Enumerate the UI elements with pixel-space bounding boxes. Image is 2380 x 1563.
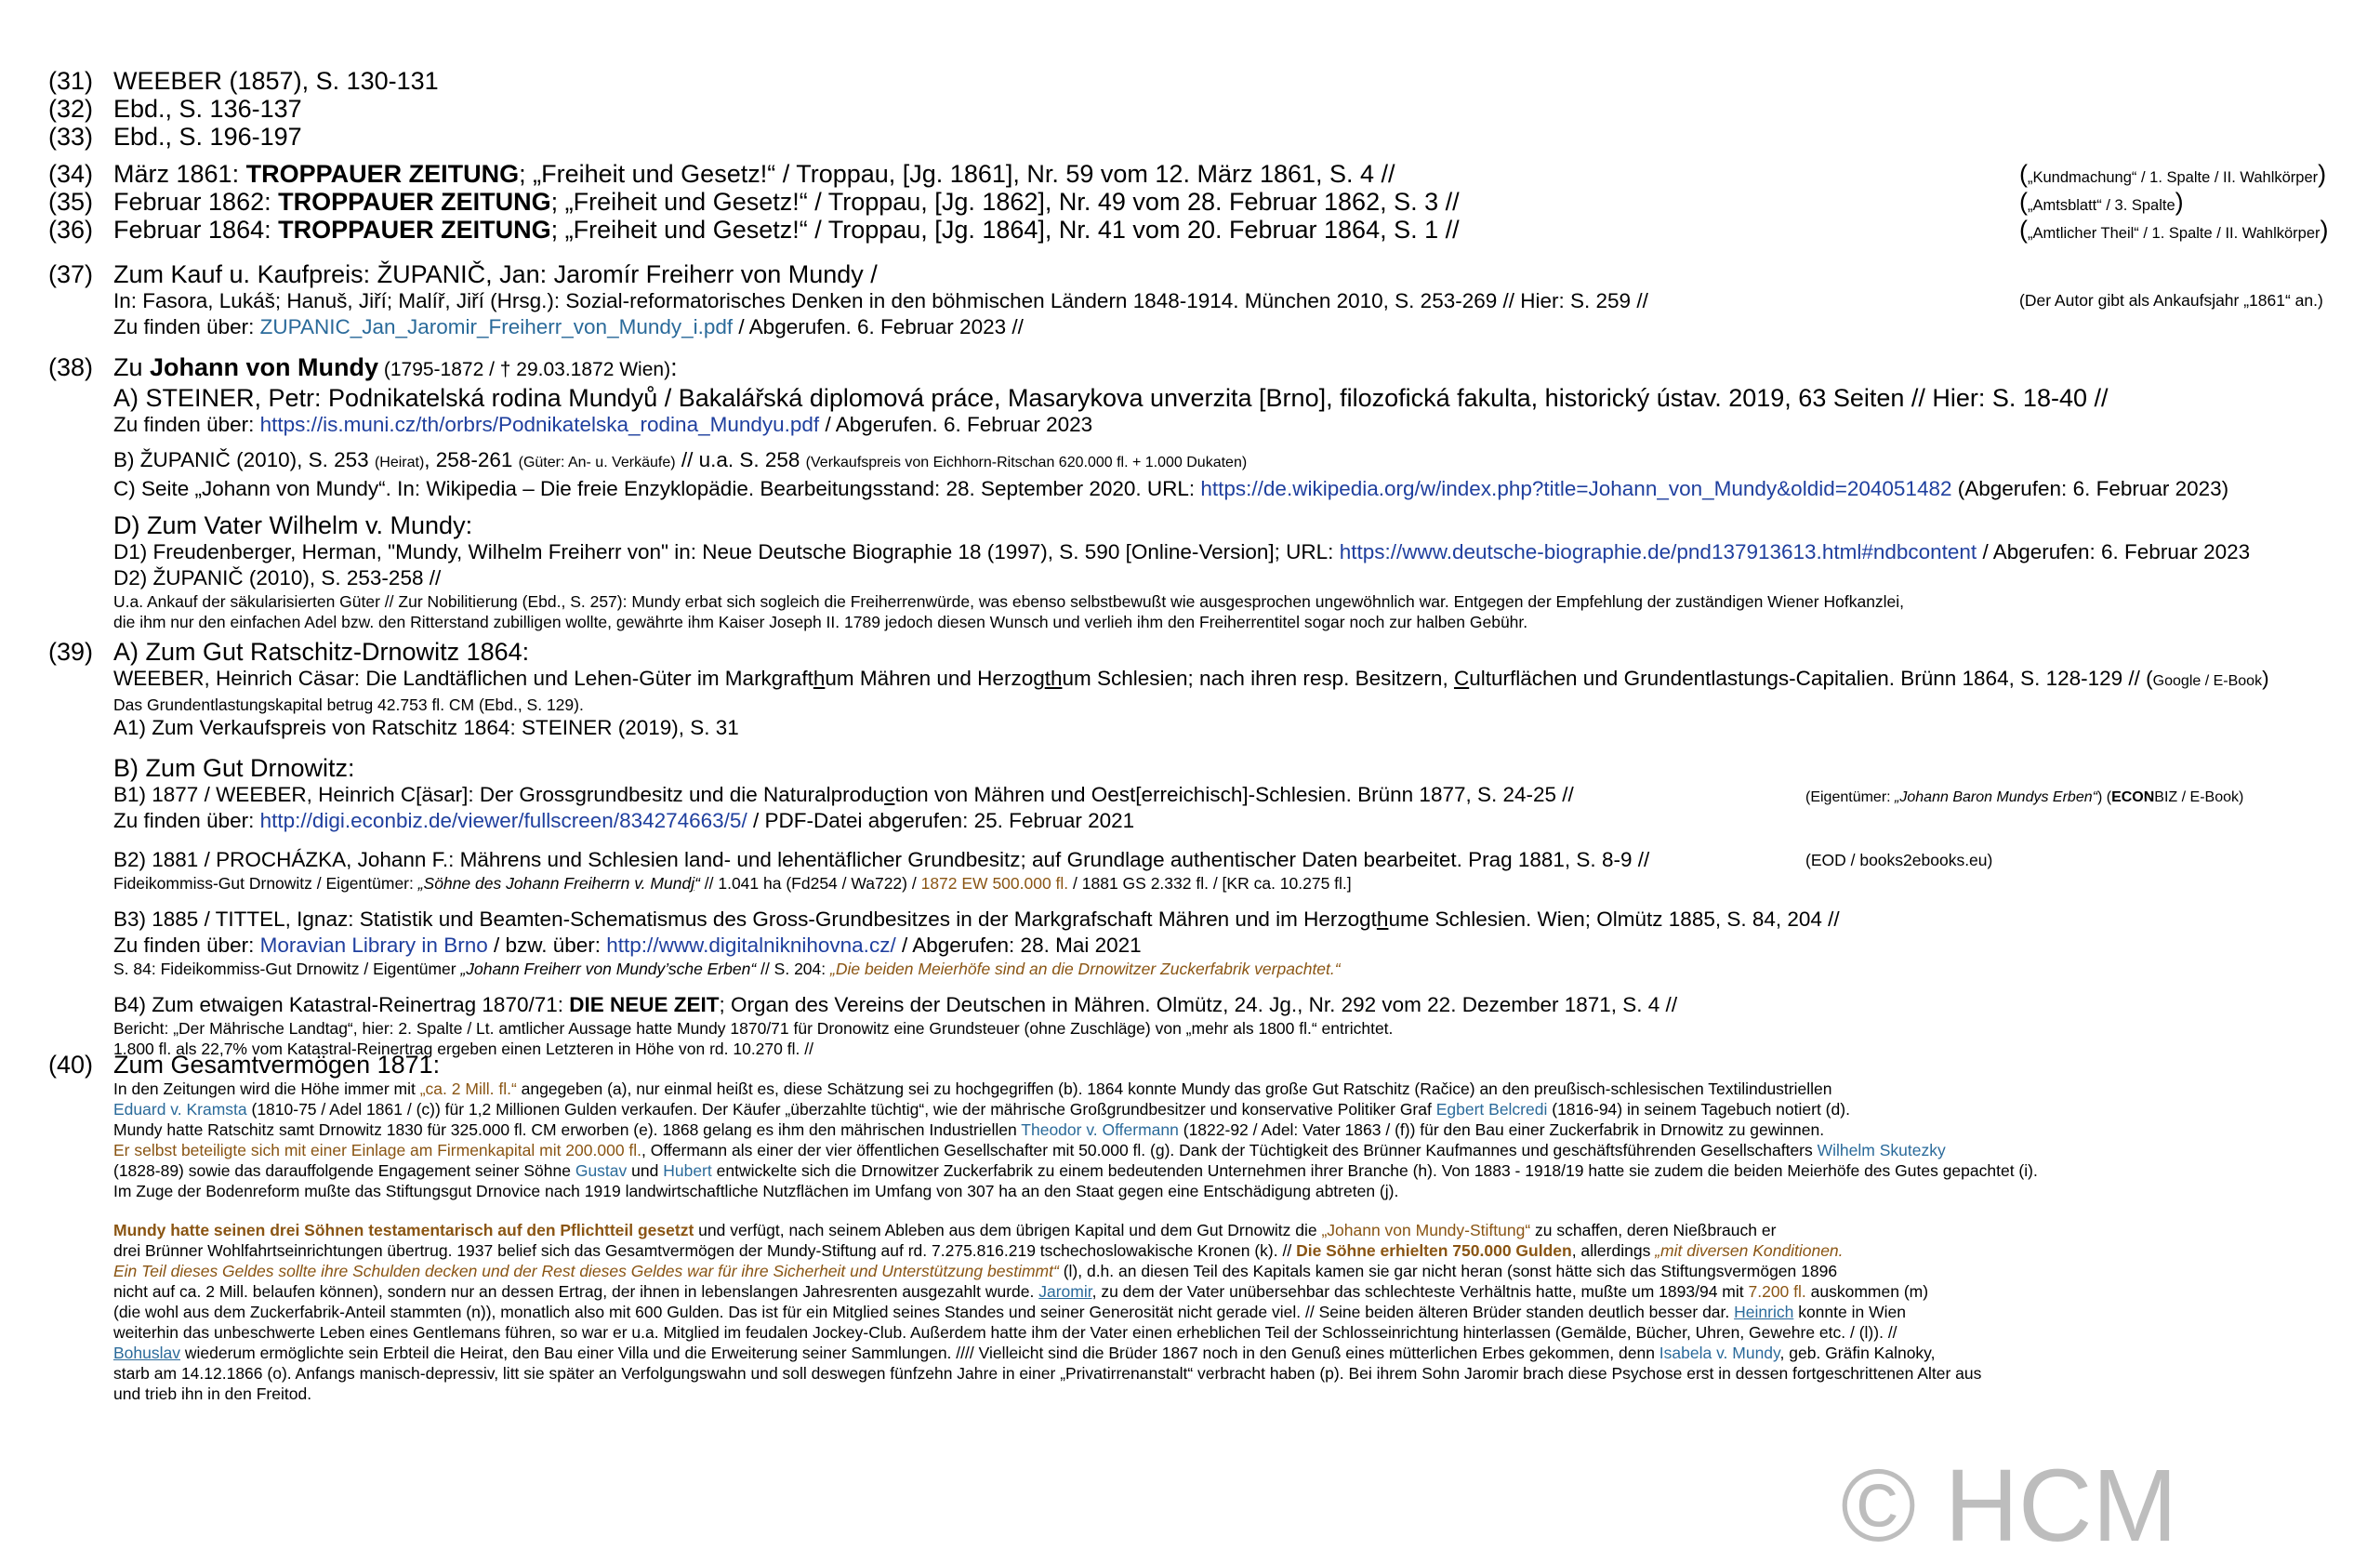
citation-d1: D1) Freudenberger, Herman, "Mundy, Wilhelm Freiherr von" in: Neue Deutsche Biographie 18 (1997), S. 590 [Online-Version]; URL: https://www.deutsche-biographie.de/pnd137913613.html#ndbcontent / Abgerufen: 6. Februar 2023 xyxy=(113,540,2251,563)
citation-b: B) ŽUPANIČ (2010), S. 253 (Heirat), 258-261 (Güter: An- u. Verkäufe) // u.a. S. 258 (Verkaufspreis von Eichhorn-Ritschan 620.000 fl. + 1.000 Dukaten) xyxy=(113,448,1248,471)
pdf-link[interactable]: ZUPANIC_Jan_Jaromir_Freiherr_von_Mundy_i.pdf xyxy=(259,315,734,338)
person-name: Gustav xyxy=(575,1161,628,1180)
side-note: (EOD / books2ebooks.eu) xyxy=(1805,851,1993,869)
paragraph-1 xyxy=(113,1079,2345,1201)
note-line: Fideikommiss-Gut Drnowitz / Eigentümer: „Söhne des Johann Freiherrn v. Mundj“ // 1.041 ha (Fd254 / Wa722) / 1872 EW 500.000 fl. / 1881 GS 2.332 fl. / [KR ca. 10.275 fl.] xyxy=(113,874,1352,893)
citation-a: A) STEINER, Petr: Podnikatelská rodina Mundyů / Bakalářská diplomová práce, Masarykova unverzita [Brno], filozofická fakulta, historický ústav. 2019, 63 Seiten // Hier: S. 18-40 // xyxy=(113,384,2109,412)
econbiz-link[interactable]: http://digi.econbiz.de/viewer/fullscreen/834274663/5/ xyxy=(259,809,747,832)
text-segment: wiederum ermöglichte sein Erbteil die Heirat, den Bau einer Villa und die Erweiterung seiner Sammlungen. //// Vielleicht sind die Brüder 1867 noch in den Genuß eines mütterlichen Erbes gekommen, denn xyxy=(180,1344,1659,1362)
find-line: Zu finden über: http://digi.econbiz.de/viewer/fullscreen/834274663/5/ / PDF-Datei abgerufen: 25. Februar 2021 xyxy=(113,809,1135,832)
person-name: Jaromir xyxy=(1038,1282,1092,1301)
newspaper-name: TROPPAUER ZEITUNG xyxy=(278,216,551,244)
note-line: die ihm nur den einfachen Adel bzw. den Ritterstand zubilligen wollte, gewährte ihm Kaiser Joseph II. 1789 jedoch diesen Wunsch und verlieh ihm den Freiherrentitel sogar noch zur halben Gebühr. xyxy=(113,613,1528,631)
footnote-number: (40) xyxy=(48,1051,94,1079)
text-segment: (1828-89) sowie das darauffolgende Engagement seiner Söhne xyxy=(113,1161,575,1180)
text-segment: „ca. 2 Mill. fl.“ xyxy=(419,1080,517,1098)
ndb-link[interactable]: https://www.deutsche-biographie.de/pnd137913613.html#ndbcontent xyxy=(1339,540,1977,563)
paragraph-line xyxy=(113,1302,2345,1322)
footnote-number: (37) xyxy=(48,260,94,288)
footnote-title: Zu Johann von Mundy (1795-1872 / † 29.03.1872 Wien): xyxy=(113,353,678,381)
text-segment: Mundy hatte seinen drei Söhnen testamentarisch auf den Pflichtteil gesetzt xyxy=(113,1221,694,1239)
footnote-number: (36) xyxy=(48,216,94,244)
side-note: (Eigentümer: „Johann Baron Mundys Erben“) (ECONBIZ / E-Book) xyxy=(1805,789,2244,805)
find-line: Zu finden über: https://is.muni.cz/th/orbrs/Podnikatelska_rodina_Mundyu.pdf / Abgerufen. 6. Februar 2023 xyxy=(113,413,1093,436)
footnote-number: (35) xyxy=(48,188,94,216)
footnote-number: (38) xyxy=(48,353,94,381)
text-segment: (die wohl aus dem Zuckerfabrik-Anteil stammten (n)), monatlich also mit 600 Gulden. Das ist für ein Mitglied seines Standes und seiner Generosität nicht gerade viel. // Seine beiden älteren Brüder standen deutlich besser dar. xyxy=(113,1303,1735,1321)
text-segment: , Offermann als einer der vier öffentlichen Gesellschafter mit 50.000 fl. (g). Dank der Tüchtigkeit des Brünner Kaufmannes und geschäftsführenden Gesellschafters xyxy=(641,1141,1818,1159)
note-line: Bericht: „Der Mährische Landtag“, hier: 2. Spalte / Lt. amtlicher Aussage hatte Mundy 1870/71 für Dronowitz eine Grundsteuer (ohne Zuschläge) von „mehr als 1800 fl.“ entrichtet. xyxy=(113,1019,1394,1038)
side-note: („Amtlicher Theil“ / 1. Spalte / II. Wahlkörper) xyxy=(2019,216,2329,244)
text-segment: (1810-75 / Adel 1861 / (c)) für 1,2 Millionen Gulden verkaufen. Der Käufer „überzahlte tüchtig“, wie der mährische Großgrundbesitzer und konservative Politiker Graf xyxy=(246,1100,1436,1119)
paragraph-line xyxy=(113,1322,2345,1343)
paragraph-line xyxy=(113,1363,2345,1384)
note-line: S. 84: Fideikommiss-Gut Drnowitz / Eigentümer „Johann Freiherr von Mundy’sche Erben“ // S. 204: „Die beiden Meierhöfe sind an die Drnowitzer Zuckerfabrik verpachtet.“ xyxy=(113,960,1341,978)
paragraph-line xyxy=(113,1079,2345,1099)
text-segment: „Johann von Mundy-Stiftung“ xyxy=(1321,1221,1531,1239)
person-name: Isabela v. Mundy xyxy=(1659,1344,1780,1362)
subsection-title: B) Zum Gut Drnowitz: xyxy=(113,754,355,782)
text-segment: starb am 14.12.1866 (o). Anfangs manisch-depressiv, litt sie später an Verfolgungswahn und soll deswegen fünfzehn Jahre in einer „Privatirrenanstalt“ verbracht haben (p). Bei ihrem Sohn Jaromir brach diese Psychose erst in dessen fortgeschrittenen Alter aus xyxy=(113,1364,1982,1383)
note-line: Das Grundentlastungskapital betrug 42.753 fl. CM (Ebd., S. 129). xyxy=(113,695,584,714)
citation-a1: A1) Zum Verkaufspreis von Ratschitz 1864: STEINER (2019), S. 31 xyxy=(113,716,739,739)
subsection-title: A) Zum Gut Ratschitz-Drnowitz 1864: xyxy=(113,638,530,666)
citation-b4: B4) Zum etwaigen Katastral-Reinertrag 1870/71: DIE NEUE ZEIT; Organ des Vereins der Deutschen in Mähren. Olmütz, 24. Jg., Nr. 292 vom 22. Dezember 1871, S. 4 // xyxy=(113,993,1678,1016)
side-note: („Amtsblatt“ / 3. Spalte) xyxy=(2019,188,2184,216)
wikipedia-link[interactable]: https://de.wikipedia.org/w/index.php?title=Johann_von_Mundy&oldid=204051482 xyxy=(1200,477,1952,500)
text-segment: Ein Teil dieses Geldes sollte ihre Schulden decken und der Rest dieses Geldes war für ihre Sicherheit und Unterstützung bestimmt“ xyxy=(113,1262,1059,1280)
find-line: Zu finden über: ZUPANIC_Jan_Jaromir_Freiherr_von_Mundy_i.pdf / Abgerufen. 6. Februar 2023 // xyxy=(113,315,1024,338)
text-segment: Im Zuge der Bodenreform mußte das Stiftungsgut Drnovice nach 1919 landwirtschaftliche Nutzflächen im Umfang von 307 ha an den Staat gegen eine Entschädigung abtreten (j). xyxy=(113,1182,1399,1200)
citation-a: WEEBER, Heinrich Cäsar: Die Landtäflichen und Lehen-Güter im Markgrafthum Mähren und Herzogthum Schlesien; nach ihren resp. Besitzern, Culturflächen und Grundentlastungs-Capitalien. Brünn 1864, S. 128-129 // (Google / E-Book) xyxy=(113,667,2269,690)
footnote-text: Februar 1862: TROPPAUER ZEITUNG; „Freiheit und Gesetz!“ / Troppau, [Jg. 1862], Nr. 49 vom 28. Februar 1862, S. 3 // xyxy=(113,188,1460,216)
footnote-number: (34) xyxy=(48,160,94,188)
text-segment: nicht auf ca. 2 Mill. belaufen können), sondern nur an dessen Ertrag, der ihnen in lebenslangen Jahresrenten ausgezahlt wurde. xyxy=(113,1282,1039,1301)
person-name: Wilhelm Skutezky xyxy=(1817,1141,1946,1159)
footnote-text: Ebd., S. 136-137 xyxy=(113,95,302,123)
text-segment: Mundy hatte Ratschitz samt Drnowitz 1830 für 325.000 fl. CM erworben (e). 1868 gelang es ihm den mährischen Industriellen xyxy=(113,1120,1022,1139)
text-segment: , geb. Gräfin Kalnoky, xyxy=(1779,1344,1936,1362)
text-segment: entwickelte sich die Drnowitzer Zuckerfabrik zu einem bedeutenden Unternehmen ihrer Branche (h). Von 1883 - 1918/19 hatte sie zudem die beiden Meierhöfe des Gutes gepachtet (i). xyxy=(711,1161,2038,1180)
text-segment: , allerdings xyxy=(1571,1241,1656,1260)
note-line: U.a. Ankauf der säkularisierten Güter // Zur Nobilitierung (Ebd., S. 257): Mundy erbat sich sogleich die Freiherrenwürde, was ebenso selbstbewußt wie ausgesprochen ungewöhnlich war. Entgegen der Empfehlung der zuständigen Wiener Hofkanzlei, xyxy=(113,592,1905,611)
paragraph-line xyxy=(113,1099,2345,1119)
text-segment: und verfügt, nach seinem Ableben aus dem übrigen Kapital und dem Gut Drnowitz die xyxy=(694,1221,1322,1239)
citation-b1: B1) 1877 / WEEBER, Heinrich C[äsar]: Der Grossgrundbesitz und die Naturalproduction von Mähren und Oest[erreichisch]-Schlesien. Brünn 1877, S. 24-25 // (Eigentümer: „Johann Baron Mundys Erben“) (ECONBIZ / E-Book) xyxy=(113,782,2345,808)
paragraph-line xyxy=(113,1119,2345,1140)
text-segment: (1822-92 / Adel: Vater 1863 / (f)) für den Bau einer Zuckerfabrik in Drnowitz zu gewinnen. xyxy=(1178,1120,1825,1139)
text-segment: auskommen (m) xyxy=(1805,1282,1929,1301)
paragraph-line xyxy=(113,1384,2345,1404)
citation-b2: B2) 1881 / PROCHÁZKA, Johann F.: Mährens und Schlesien land- und lehentäflicher Grundbesitz; auf Grundlage authentischer Daten bearbeitet. Prag 1881, S. 8-9 // (EOD / books2ebooks.eu) xyxy=(113,848,1993,871)
newspaper-name: TROPPAUER ZEITUNG xyxy=(245,160,520,188)
citation-b3: B3) 1885 / TITTEL, Ignaz: Statistik und Beamten-Schematismus des Gross-Grundbesitzes in der Markgrafschaft Mähren und im Herzogthume Schlesien. Wien; Olmütz 1885, S. 84, 204 // xyxy=(113,907,1840,931)
person-name: Bohuslav xyxy=(113,1344,180,1362)
text-segment: und xyxy=(627,1161,664,1180)
paragraph-line xyxy=(113,1181,2345,1201)
person-name: Eduard v. Kramsta xyxy=(113,1100,247,1119)
text-segment: In den Zeitungen wird die Höhe immer mit xyxy=(113,1080,420,1098)
person-name: Egbert Belcredi xyxy=(1435,1100,1548,1119)
text-segment: Die Söhne erhielten 750.000 Gulden xyxy=(1296,1241,1572,1260)
person-name: Hubert xyxy=(663,1161,712,1180)
moravian-library-link[interactable]: Moravian Library in Brno xyxy=(259,934,488,957)
footnote-title: Zum Kauf u. Kaufpreis: ŽUPANIČ, Jan: Jaromír Freiherr von Mundy / xyxy=(113,260,878,288)
side-note: („Kundmachung“ / 1. Spalte / II. Wahlkörper) xyxy=(2019,160,2327,188)
digital-library-link[interactable]: http://www.digitalniknihovna.cz/ xyxy=(606,934,896,957)
text-segment: „mit diversen Konditionen. xyxy=(1655,1241,1844,1260)
text-segment: (l), d.h. an diesen Teil des Kapitals kamen sie gar nicht heran (sonst hätte sich das Stiftungsvermögen 1896 xyxy=(1058,1262,1838,1280)
person-name: Theodor v. Offermann xyxy=(1021,1120,1179,1139)
muni-link[interactable]: https://is.muni.cz/th/orbrs/Podnikatelska_rodina_Mundyu.pdf xyxy=(259,413,820,436)
footnote-number: (39) xyxy=(48,638,94,666)
paragraph-line xyxy=(113,1281,2345,1302)
text-segment: zu schaffen, deren Nießbrauch er xyxy=(1530,1221,1777,1239)
paragraph-line xyxy=(113,1240,2345,1261)
paragraph-line xyxy=(113,1261,2345,1281)
text-segment: angegeben (a), nur einmal heißt es, diese Schätzung sei zu hochgegriffen (b). 1864 konnte Mundy das große Gut Ratschitz (Račice) an den preußisch-schlesischen Textilindustriellen xyxy=(516,1080,1832,1098)
citation-c: C) Seite „Johann von Mundy“. In: Wikipedia – Die freie Enzyklopädie. Bearbeitungsstand: 28. September 2020. URL: https://de.wikipedia.org/w/index.php?title=Johann_von_Mundy&oldid=204051482 (Abgerufen: 6. Februar 2023) xyxy=(113,477,2229,500)
citation-d2: D2) ŽUPANIČ (2010), S. 253-258 // xyxy=(113,566,442,589)
side-note: (Der Autor gibt als Ankaufsjahr „1861“ an.) xyxy=(2019,291,2323,310)
text-segment: drei Brünner Wohlfahrtseinrichtungen übertrug. 1937 belief sich das Gesamtvermögen der Mundy-Stiftung auf rd. 7.275.816.219 tschechoslowakische Kronen (k). // xyxy=(113,1241,1297,1260)
paragraph-2 xyxy=(113,1220,2345,1404)
footnote-text: WEEBER (1857), S. 130-131 xyxy=(113,67,439,95)
text-segment: 7.200 fl. xyxy=(1748,1282,1806,1301)
note-line: 1.800 fl. als 22,7% vom Katastral-Reinertrag ergeben einen Letzteren in Höhe von rd. 10.270 fl. // xyxy=(113,1040,813,1058)
footnote-text: Ebd., S. 196-197 xyxy=(113,123,302,151)
subsection-title: D) Zum Vater Wilhelm v. Mundy: xyxy=(113,511,473,539)
copyright-watermark: © HCM xyxy=(1841,1449,2178,1563)
paragraph-line xyxy=(113,1140,2345,1160)
footnote-text: März 1861: TROPPAUER ZEITUNG; „Freiheit und Gesetz!“ / Troppau, [Jg. 1861], Nr. 59 vom 12. März 1861, S. 4 // xyxy=(113,160,1395,188)
text-segment: konnte in Wien xyxy=(1793,1303,1906,1321)
text-segment: Er selbst beteiligte sich mit einer Einlage am Firmenkapital mit 200.000 fl. xyxy=(113,1141,642,1159)
footnote-text: Februar 1864: TROPPAUER ZEITUNG; „Freiheit und Gesetz!“ / Troppau, [Jg. 1864], Nr. 41 vom 20. Februar 1864, S. 1 // xyxy=(113,216,1460,244)
paragraph-line xyxy=(113,1220,2345,1240)
citation-line: In: Fasora, Lukáš; Hanuš, Jiří; Malíř, Jiří (Hrsg.): Sozial-reformatorisches Denken in den böhmischen Ländern 1848-1914. München 2010, S. 253-269 // Hier: S. 259 // xyxy=(113,289,1648,312)
person-name: Heinrich xyxy=(1734,1303,1794,1321)
footnote-number: (33) xyxy=(48,123,94,151)
footnote-number: (32) xyxy=(48,95,94,123)
footnote-number: (31) xyxy=(48,67,94,95)
newspaper-name: TROPPAUER ZEITUNG xyxy=(278,188,551,216)
find-line: Zu finden über: Moravian Library in Brno / bzw. über: http://www.digitalniknihovna.cz/ / Abgerufen: 28. Mai 2021 xyxy=(113,934,1142,957)
paragraph-line xyxy=(113,1343,2345,1363)
text-segment: und trieb ihn in den Freitod. xyxy=(113,1384,312,1403)
footnote-title: Zum Gesamtvermögen 1871: xyxy=(113,1051,441,1079)
text-segment: (1816-94) in seinem Tagebuch notiert (d). xyxy=(1547,1100,1850,1119)
paragraph-line xyxy=(113,1160,2345,1181)
text-segment: weiterhin das unbeschwerte Leben eines Gentlemans führen, so war er u.a. Mitglied im feudalen Jockey-Club. Außerdem hatte ihm der Vater einen erheblichen Teil der Schlosseinrichtung hinterlassen (Gemälde, Bücher, Uhren, Gewehre etc. / (l)). // xyxy=(113,1323,1897,1342)
text-segment: , zu dem der Vater unübersehbar das schlechteste Verhältnis hatte, mußte um 1893/94 mit xyxy=(1091,1282,1749,1301)
